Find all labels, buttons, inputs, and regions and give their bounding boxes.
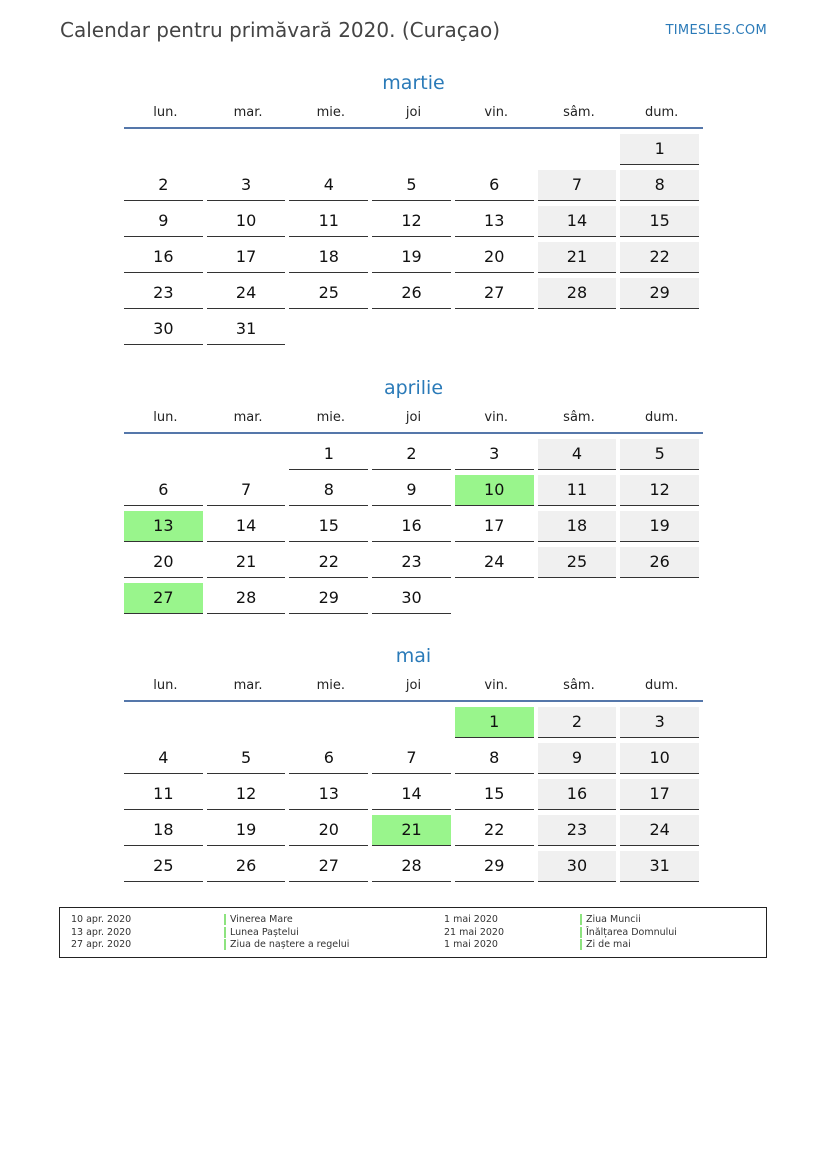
holiday-marker-icon (580, 914, 582, 925)
day-cell: 5 (372, 170, 451, 201)
day-cell: 20 (289, 815, 368, 846)
day-cell: 27 (289, 851, 368, 882)
weekday-label: dum. (645, 678, 679, 693)
day-cell: 4 (289, 170, 368, 201)
legend-entry (60, 913, 766, 926)
day-cell: 18 (538, 511, 617, 542)
page-title: Calendar pentru primăvară 2020. (Curaçao) (60, 18, 501, 42)
day-cell: 16 (372, 511, 451, 542)
day-cell: 12 (620, 475, 699, 506)
week-row (124, 170, 703, 206)
weekday-label: vin. (484, 410, 509, 425)
holiday-day-cell: 1 (455, 707, 534, 738)
day-cell: 5 (620, 439, 699, 470)
day-cell: 2 (538, 707, 617, 738)
day-cell: 7 (207, 475, 286, 506)
day-cell: 21 (538, 242, 617, 273)
weekday-label: mie. (316, 105, 345, 120)
day-cell: 11 (124, 779, 203, 810)
day-cell: 4 (124, 743, 203, 774)
day-cell: 18 (289, 242, 368, 273)
day-cell: 18 (124, 815, 203, 846)
empty-day-cell (289, 134, 368, 164)
month-title: mai (395, 645, 432, 667)
holiday-marker-icon (580, 939, 582, 950)
legend-date: 21 mai 2020 (444, 926, 505, 938)
weekday-label: joi (405, 678, 422, 693)
day-cell: 28 (538, 278, 617, 309)
day-cell: 23 (124, 278, 203, 309)
day-cell: 24 (207, 278, 286, 309)
weekday-label: vin. (484, 105, 509, 120)
empty-day-cell (455, 583, 534, 613)
holiday-marker-icon (580, 927, 582, 938)
day-cell: 31 (207, 314, 286, 345)
legend-entry (60, 938, 766, 951)
day-cell: 3 (455, 439, 534, 470)
week-row (124, 511, 703, 547)
holiday-day-cell: 10 (455, 475, 534, 506)
empty-day-cell (455, 134, 534, 164)
week-row (124, 851, 703, 887)
empty-day-cell (372, 707, 451, 737)
day-cell: 6 (455, 170, 534, 201)
day-cell: 12 (372, 206, 451, 237)
day-cell: 30 (538, 851, 617, 882)
day-cell: 25 (124, 851, 203, 882)
weekday-label: lun. (153, 410, 178, 425)
day-cell: 29 (455, 851, 534, 882)
legend-entry (60, 926, 766, 939)
empty-day-cell (207, 134, 286, 164)
day-cell: 11 (538, 475, 617, 506)
day-cell: 20 (455, 242, 534, 273)
week-row (124, 278, 703, 314)
day-cell: 16 (538, 779, 617, 810)
day-cell: 25 (538, 547, 617, 578)
day-cell: 10 (207, 206, 286, 237)
weekday-label: sâm. (563, 105, 595, 120)
day-cell: 31 (620, 851, 699, 882)
day-cell: 13 (455, 206, 534, 237)
legend-name-text: Înălțarea Domnului (586, 926, 677, 938)
legend-holiday-name (580, 913, 641, 926)
holiday-legend (59, 907, 767, 958)
day-cell: 19 (207, 815, 286, 846)
legend-date: 1 mai 2020 (444, 939, 498, 950)
header-divider (124, 432, 703, 434)
weekday-label: vin. (484, 678, 509, 693)
day-cell: 1 (620, 134, 699, 165)
weekday-label: sâm. (563, 678, 595, 693)
week-row (124, 242, 703, 278)
weekday-label: mar. (233, 105, 263, 120)
day-cell: 17 (620, 779, 699, 810)
empty-day-cell (538, 314, 617, 344)
legend-name-text: Ziua de naștere a regelui (230, 939, 350, 950)
day-cell: 24 (455, 547, 534, 578)
day-cell: 26 (207, 851, 286, 882)
day-cell: 9 (538, 743, 617, 774)
week-row (124, 134, 703, 170)
weekday-header (124, 673, 703, 699)
day-cell: 7 (538, 170, 617, 201)
day-cell: 20 (124, 547, 203, 578)
day-cell: 8 (289, 475, 368, 506)
weekday-header (124, 100, 703, 126)
empty-day-cell (289, 314, 368, 344)
header-divider (124, 127, 703, 129)
day-cell: 3 (620, 707, 699, 738)
weekday-header (124, 405, 703, 431)
day-cell: 24 (620, 815, 699, 846)
day-cell: 15 (289, 511, 368, 542)
day-cell: 16 (124, 242, 203, 273)
day-cell: 27 (455, 278, 534, 309)
day-cell: 25 (289, 278, 368, 309)
legend-date: 27 apr. 2020 (71, 939, 132, 950)
day-cell: 23 (538, 815, 617, 846)
header-divider (124, 700, 703, 702)
week-row (124, 583, 703, 619)
day-cell: 8 (620, 170, 699, 201)
week-row (124, 815, 703, 851)
empty-day-cell (372, 314, 451, 344)
empty-day-cell (620, 314, 699, 344)
weekday-label: mie. (316, 678, 345, 693)
day-cell: 28 (372, 851, 451, 882)
day-cell: 8 (455, 743, 534, 774)
day-cell: 12 (207, 779, 286, 810)
day-cell: 19 (372, 242, 451, 273)
empty-day-cell (124, 134, 203, 164)
day-cell: 22 (289, 547, 368, 578)
empty-day-cell (538, 583, 617, 613)
day-cell: 14 (372, 779, 451, 810)
week-row (124, 707, 703, 743)
weekday-label: lun. (153, 678, 178, 693)
day-cell: 15 (620, 206, 699, 237)
day-cell: 23 (372, 547, 451, 578)
day-cell: 1 (289, 439, 368, 470)
day-cell: 30 (124, 314, 203, 345)
week-row (124, 547, 703, 583)
day-cell: 6 (289, 743, 368, 774)
day-cell: 17 (455, 511, 534, 542)
day-cell: 22 (455, 815, 534, 846)
weekday-label: sâm. (563, 410, 595, 425)
empty-day-cell (289, 707, 368, 737)
day-cell: 26 (372, 278, 451, 309)
empty-day-cell (455, 314, 534, 344)
weekday-label: lun. (153, 105, 178, 120)
day-cell: 17 (207, 242, 286, 273)
weekday-label: mar. (233, 410, 263, 425)
legend-name-text: Zi de mai (586, 939, 631, 950)
day-cell: 11 (289, 206, 368, 237)
legend-date: 1 mai 2020 (444, 914, 498, 925)
empty-day-cell (207, 439, 286, 469)
day-cell: 7 (372, 743, 451, 774)
legend-holiday-name (580, 926, 677, 939)
day-cell: 2 (124, 170, 203, 201)
day-cell: 5 (207, 743, 286, 774)
day-cell: 9 (124, 206, 203, 237)
day-cell: 28 (207, 583, 286, 614)
day-cell: 10 (620, 743, 699, 774)
weekday-label: joi (405, 410, 422, 425)
month-title: aprilie (383, 377, 444, 399)
month-mai (124, 643, 703, 887)
day-cell: 19 (620, 511, 699, 542)
day-cell: 26 (620, 547, 699, 578)
weekday-label: mie. (316, 410, 345, 425)
day-cell: 22 (620, 242, 699, 273)
weekday-label: dum. (645, 105, 679, 120)
empty-day-cell (620, 583, 699, 613)
month-title: martie (382, 72, 445, 94)
legend-date: 13 apr. 2020 (71, 926, 132, 938)
week-row (124, 475, 703, 511)
holiday-day-cell: 27 (124, 583, 203, 614)
week-row (124, 206, 703, 242)
brand-link[interactable]: TIMESLES.COM (665, 23, 767, 38)
month-aprilie (124, 375, 703, 619)
day-cell: 9 (372, 475, 451, 506)
day-cell: 13 (289, 779, 368, 810)
weekday-label: mar. (233, 678, 263, 693)
weekday-label: joi (405, 105, 422, 120)
legend-name-text: Ziua Muncii (586, 914, 641, 925)
legend-date: 10 apr. 2020 (71, 914, 132, 925)
day-cell: 3 (207, 170, 286, 201)
holiday-day-cell: 21 (372, 815, 451, 846)
empty-day-cell (372, 134, 451, 164)
day-cell: 29 (620, 278, 699, 309)
week-row (124, 314, 703, 350)
day-cell: 15 (455, 779, 534, 810)
week-row (124, 779, 703, 815)
empty-day-cell (207, 707, 286, 737)
weekday-label: dum. (645, 410, 679, 425)
month-martie (124, 70, 703, 350)
week-row (124, 439, 703, 475)
day-cell: 14 (538, 206, 617, 237)
empty-day-cell (124, 439, 203, 469)
holiday-day-cell: 13 (124, 511, 203, 542)
legend-name-text: Lunea Paștelui (230, 926, 299, 938)
day-cell: 2 (372, 439, 451, 470)
day-cell: 6 (124, 475, 203, 506)
empty-day-cell (538, 134, 617, 164)
empty-day-cell (124, 707, 203, 737)
day-cell: 29 (289, 583, 368, 614)
day-cell: 30 (372, 583, 451, 614)
legend-name-text: Vinerea Mare (230, 914, 293, 925)
week-row (124, 743, 703, 779)
day-cell: 4 (538, 439, 617, 470)
day-cell: 14 (207, 511, 286, 542)
day-cell: 21 (207, 547, 286, 578)
legend-holiday-name (580, 938, 631, 951)
